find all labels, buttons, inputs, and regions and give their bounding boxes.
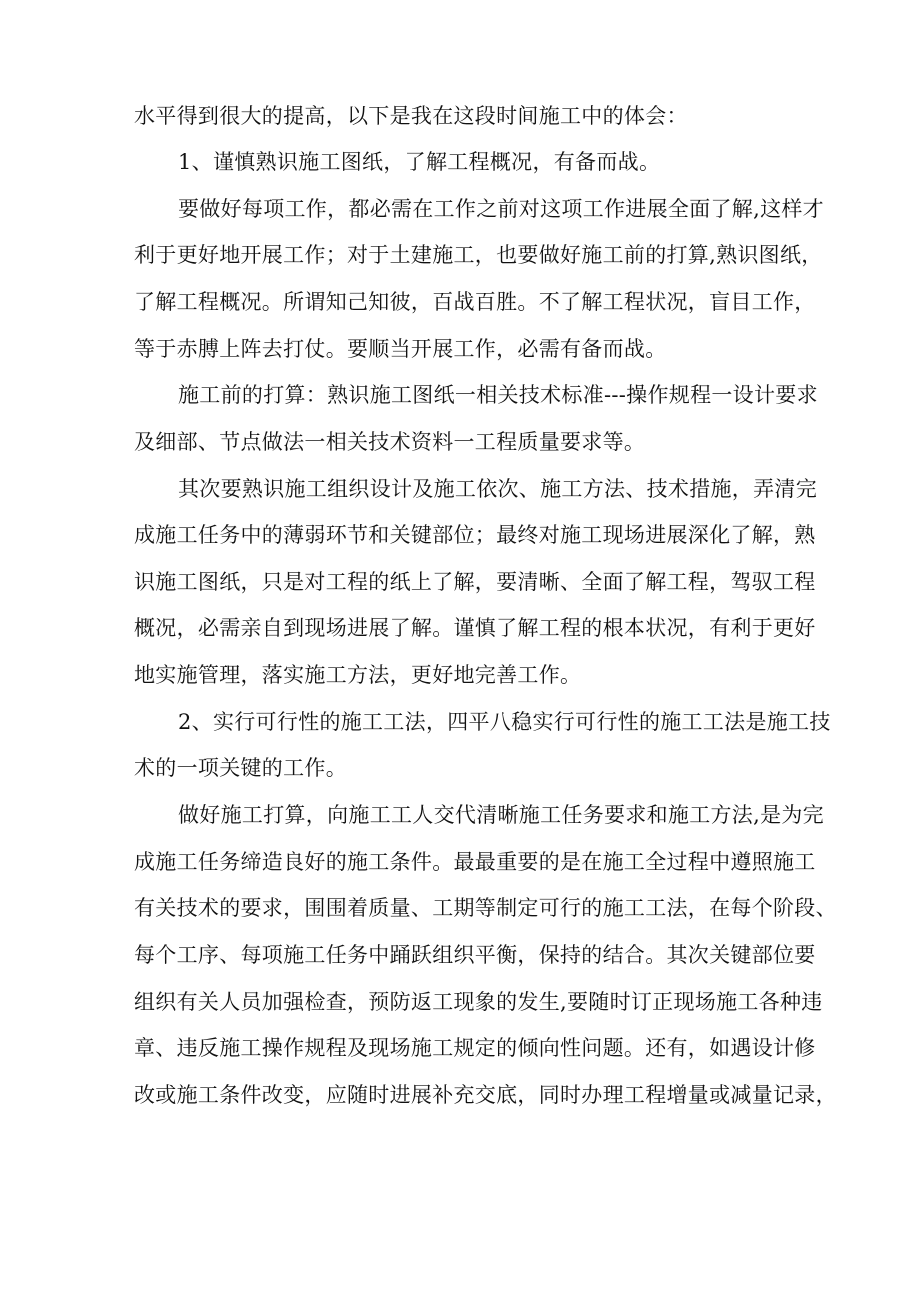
text-line-3: 要做好每项工作，都必需在工作之前对这项工作进展全面了解,这样才 [178, 197, 824, 221]
text-line-18: 有关技术的要求，围围着质量、工期等制定可行的施工工法，在每个阶段、 [134, 896, 837, 920]
text-line-1: 水平得到很大的提高，以下是我在这段时间施工中的体会： [134, 104, 688, 128]
text-line-21: 章、违反施工操作规程及现场施工规定的倾向性问题。还有，如遇设计修 [134, 1036, 816, 1060]
text-line-19: 每个工序、每项施工任务中踊跃组织平衡，保持的结合。其次关键部位要 [134, 943, 816, 967]
text-line-16: 做好施工打算，向施工工人交代清晰施工任务要求和施工方法,是为完 [178, 803, 824, 827]
text-line-8: 及细部、节点做法一相关技术资料一工程质量要求等。 [134, 430, 646, 454]
text-line-4: 利于更好地开展工作；对于土建施工，也要做好施工前的打算,熟识图纸， [134, 243, 823, 267]
text-line-2: 1、谨慎熟识施工图纸，了解工程概况，有备而战。 [178, 150, 661, 174]
text-line-9: 其次要熟识施工组织设计及施工依次、施工方法、技术措施，弄清完 [178, 477, 817, 501]
text-line-12: 概况，必需亲自到现场进展了解。谨慎了解工程的根本状况，有利于更好 [134, 616, 816, 640]
text-line-22: 改或施工条件改变，应随时进展补充交底，同时办理工程增量或减量记录， [134, 1083, 837, 1107]
text-line-6: 等于赤膊上阵去打仗。要顺当开展工作，必需有备而战。 [134, 337, 667, 361]
text-line-11: 识施工图纸，只是对工程的纸上了解，要清晰、全面了解工程，驾驭工程 [134, 570, 816, 594]
text-line-17: 成施工任务缔造良好的施工条件。最最重要的是在施工全过程中遵照施工 [134, 850, 816, 874]
text-line-20: 组织有关人员加强检查，预防返工现象的发生,要随时订正现场施工各种违 [134, 990, 823, 1014]
text-line-13: 地实施管理，落实施工方法，更好地完善工作。 [134, 663, 582, 687]
text-line-5: 了解工程概况。所谓知己知彼，百战百胜。不了解工程状况，盲目工作， [134, 290, 816, 314]
text-line-15: 术的一项关键的工作。 [134, 756, 347, 780]
text-line-7: 施工前的打算：熟识施工图纸一相关技术标准---操作规程一设计要求 [178, 383, 818, 407]
text-line-14: 2、实行可行性的施工工法，四平八稳实行可行性的施工工法是施工技 [178, 710, 831, 734]
text-line-10: 成施工任务中的薄弱环节和关键部位；最终对施工现场进展深化了解，熟 [134, 523, 816, 547]
